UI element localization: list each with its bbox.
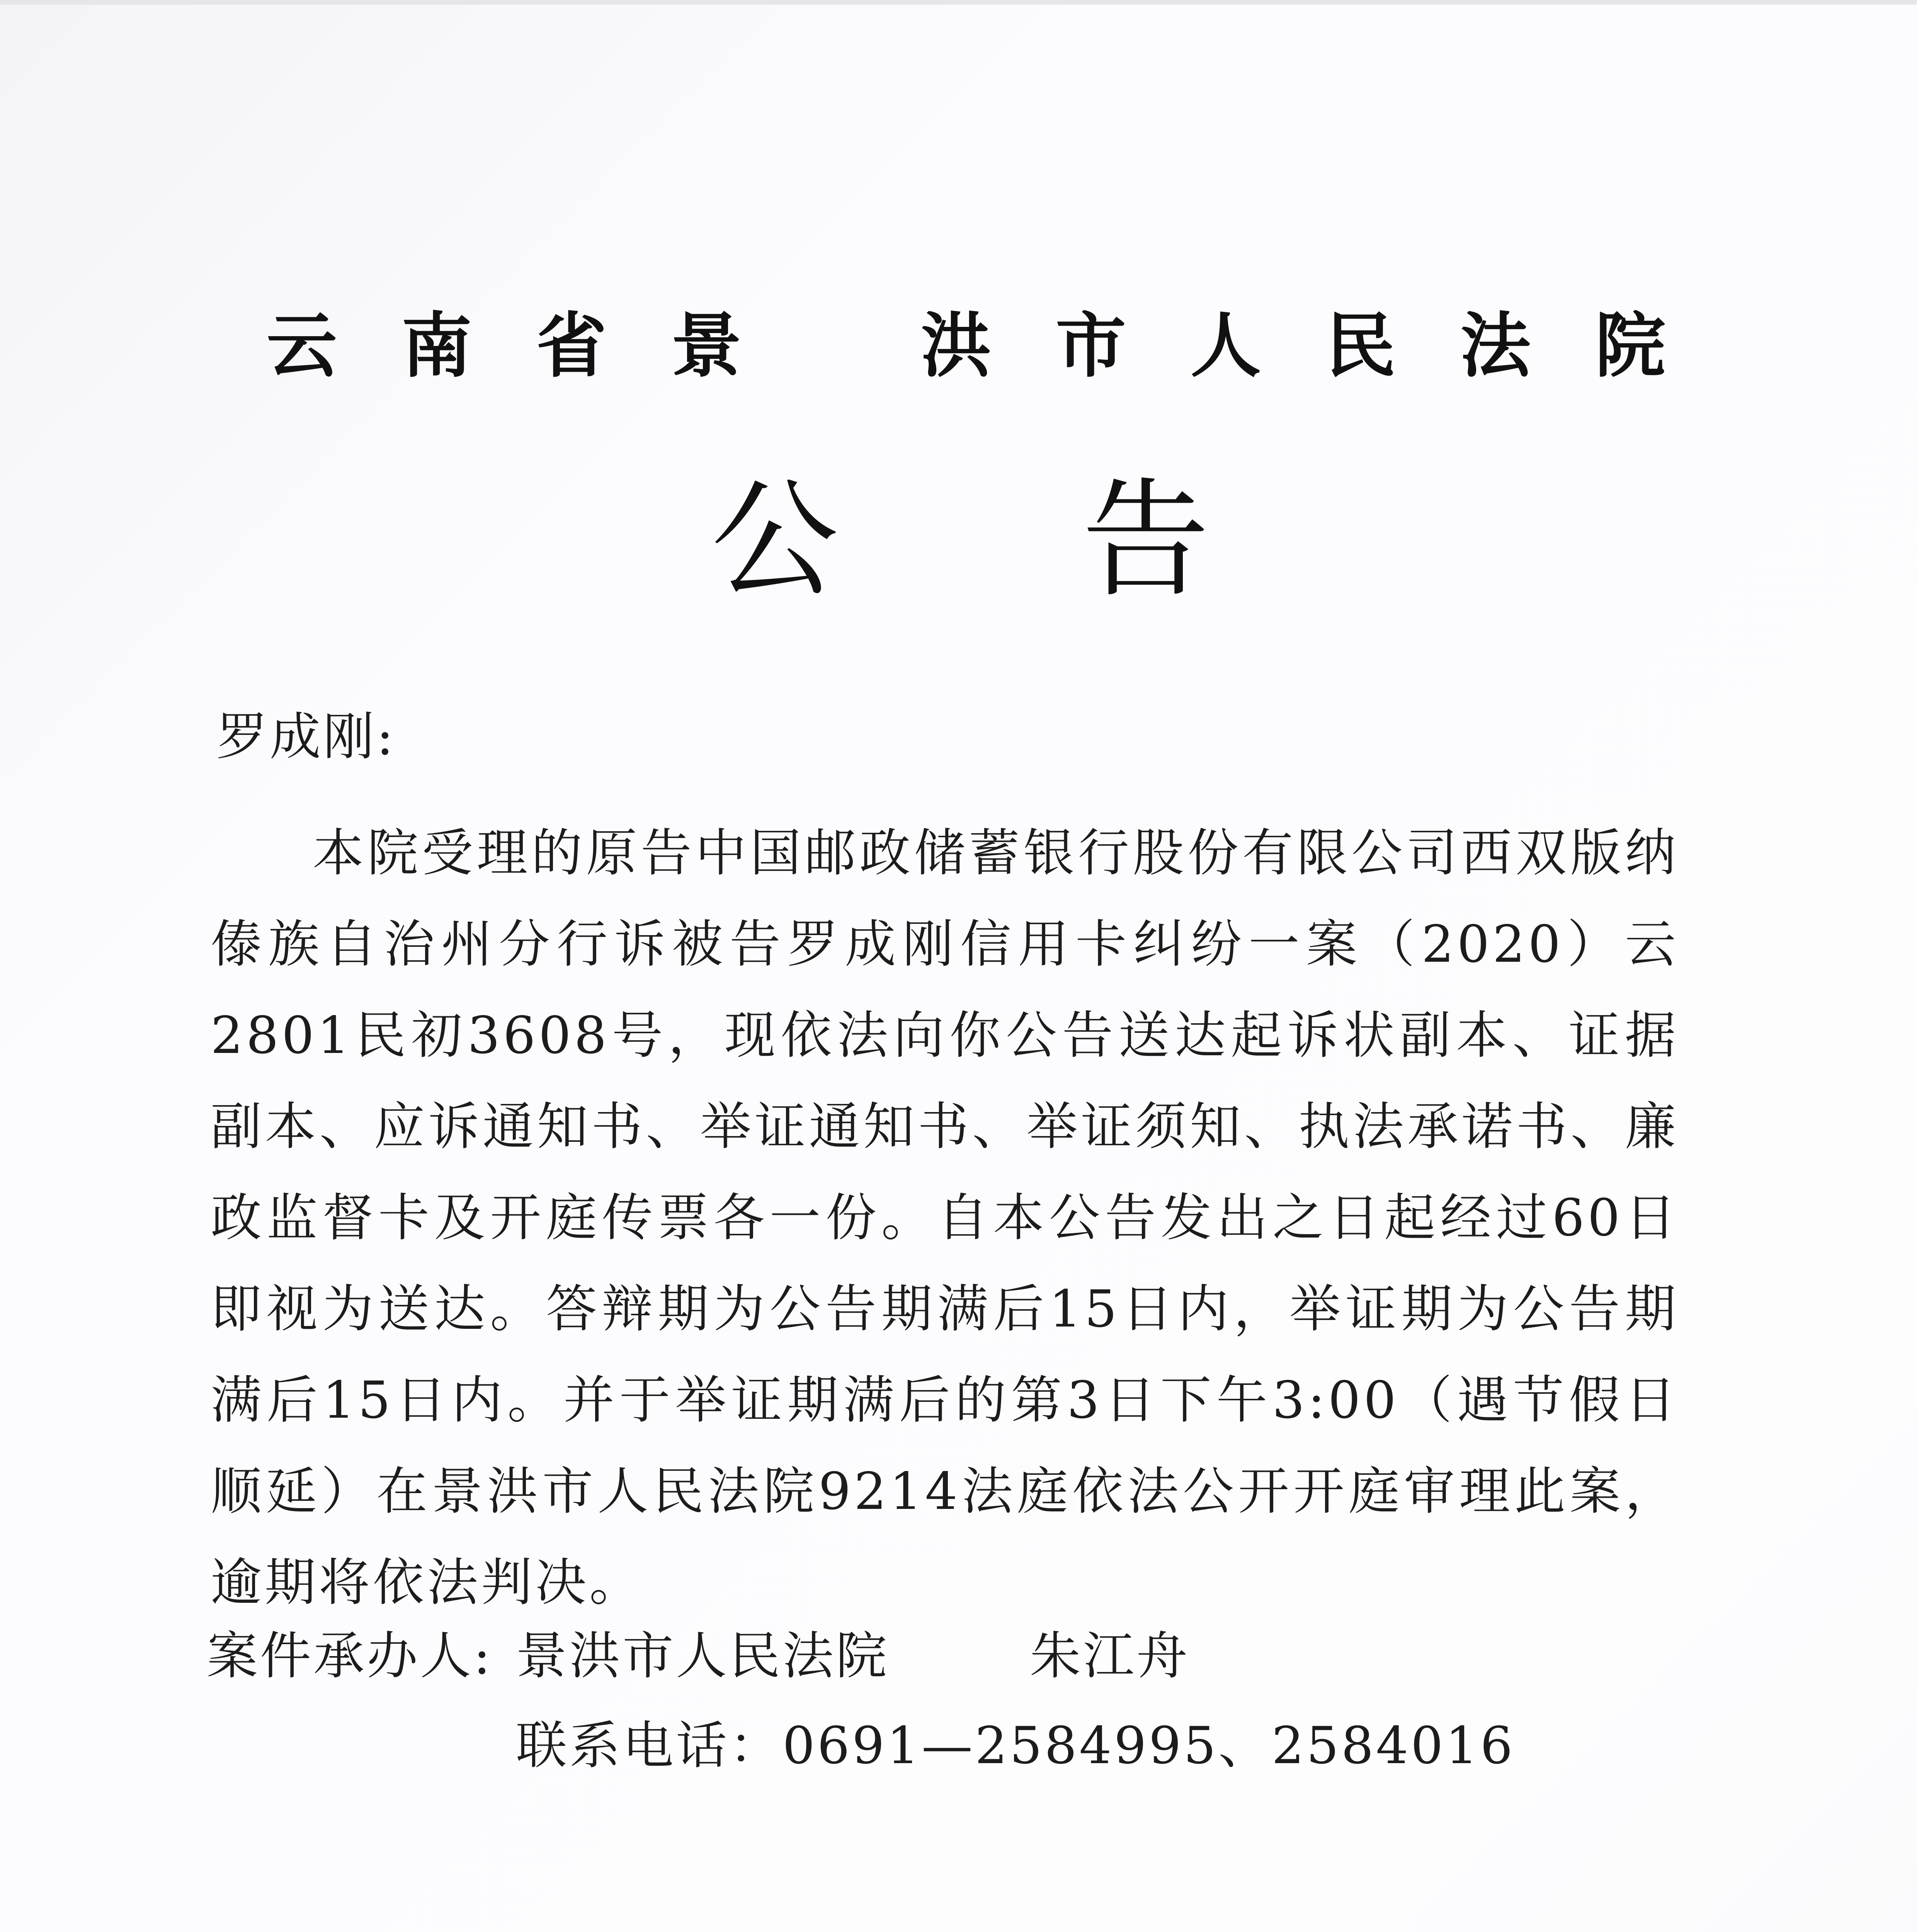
scan-edge (0, 0, 1917, 5)
heading-char: 洪 (921, 304, 991, 387)
court-name-heading (267, 298, 1665, 387)
heading-char: 院 (1595, 304, 1665, 387)
addressee: 罗成刚: (216, 707, 396, 767)
heading-char: 市 (1056, 304, 1126, 387)
heading-char: 云 (267, 304, 337, 387)
title-char: 告 (1082, 466, 1209, 614)
heading-char: 民 (1325, 304, 1396, 387)
heading-char: 法 (1460, 304, 1531, 387)
notice-body: 本院受理的原告中国邮政储蓄银行股份有限公司西双版纳傣族自治州分行诉被告罗成刚信用卡纠纷一案（2020）云2801民初3608号，现依法向你公告送达起诉状副本、证据副本、应诉通知书、举证通知书、举证须知、执法承诺书、廉政监督卡及开庭传票各一份。自本公告发出之日起经过60日即视为送达。答辩期为公告期满后15日内，举证期为公告期满后15日内。并于举证期满后的第3日下午3:00（遇节假日顺延）在景洪市人民法院9214法庭依法公开开庭审理此案，逾期将依法判决。 (211, 823, 1679, 1612)
contact-phone: 联系电话：0691—2584995、2584016 (516, 1716, 1515, 1776)
heading-char: 景 (671, 304, 742, 387)
heading-char: 南 (401, 304, 472, 387)
title-char: 公 (711, 466, 839, 614)
notice-title (711, 456, 1209, 614)
heading-char: 省 (536, 304, 607, 387)
handler-row (207, 1611, 1598, 1701)
heading-char: 人 (1191, 304, 1261, 387)
contact-block (207, 1611, 1598, 1791)
phone-row (207, 1701, 1598, 1791)
handler-label: 案件承办人: (207, 1626, 493, 1686)
handler-person: 朱江舟 (1030, 1626, 1190, 1686)
handler-court: 景洪市人民法院 (516, 1626, 889, 1686)
